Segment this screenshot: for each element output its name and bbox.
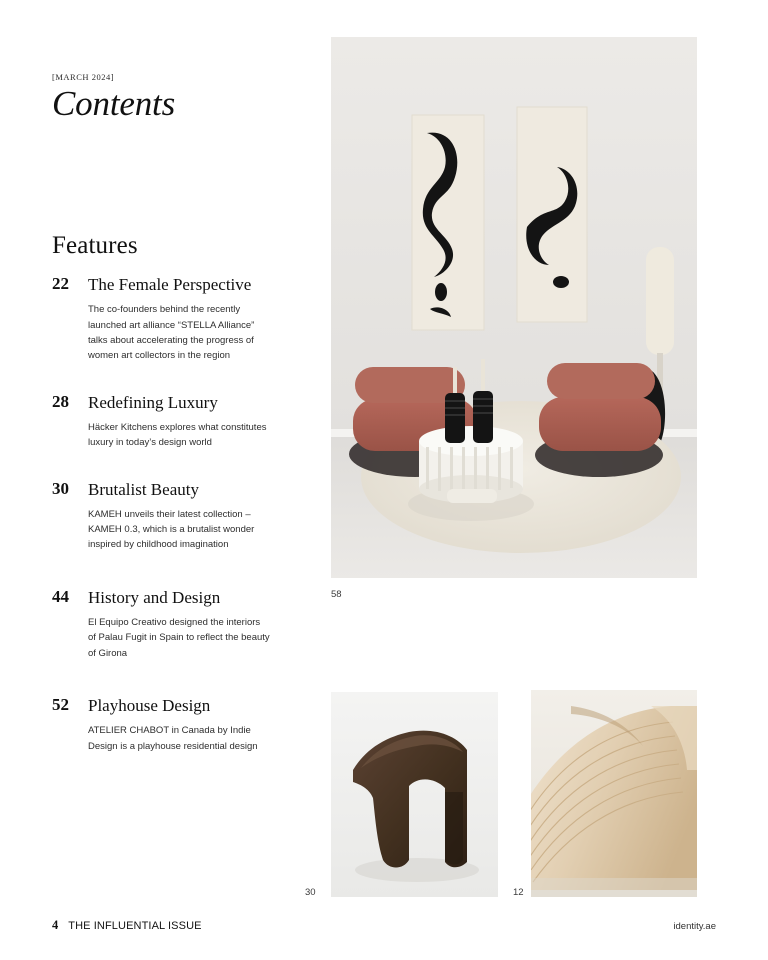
list-item[interactable] [52, 585, 304, 661]
toc-page-number: 30 [52, 478, 69, 498]
footer-issue-name: THE INFLUENTIAL ISSUE [68, 920, 202, 932]
toc-entry-body [88, 585, 304, 661]
list-item[interactable] [52, 477, 304, 553]
page-footer [52, 918, 716, 933]
features-heading: Features [52, 232, 138, 259]
list-item[interactable] [52, 390, 304, 451]
list-item[interactable] [52, 272, 304, 364]
footer-website: identity.ae [673, 921, 716, 932]
toc-entry-description: Häcker Kitchens explores what constitutes luxury in today’s design world [88, 421, 267, 449]
toc-entry-body [88, 390, 304, 451]
curved-wood-furniture-illustration [531, 690, 697, 897]
page-header [52, 72, 302, 123]
toc-entry-title: Playhouse Design [88, 696, 211, 716]
brutalist-sculpture-illustration [331, 692, 498, 897]
toc-entry-description: ATELIER CHABOT in Canada by Indie Design is a playhouse residential design [88, 725, 258, 752]
toc-page-number: 28 [52, 391, 69, 411]
toc-entry-title: The Female Perspective [88, 275, 252, 294]
footer-left-group [52, 918, 202, 933]
table-of-contents [52, 272, 304, 780]
toc-entry-description: KAMEH unveils their latest collection – KAMEH 0.3, which is a brutalist wonder inspired by childhood imagination [88, 508, 255, 551]
secondary-left-caption: 30 [305, 887, 316, 898]
toc-entry-body [88, 477, 304, 553]
living-room-interior-illustration [331, 37, 697, 578]
list-item[interactable] [52, 693, 304, 754]
toc-entry-title: History and Design [88, 587, 221, 607]
issue-date: [MARCH 2024] [52, 72, 115, 82]
page-title: Contents [52, 84, 176, 123]
toc-entry-title: Brutalist Beauty [88, 479, 199, 499]
toc-entry-body [88, 272, 304, 364]
secondary-right-caption: 12 [513, 887, 524, 898]
toc-entry-description: The co-founders behind the recently launched art alliance “STELLA Alliance” talks about accelerating the progress of women art collectors in the region [88, 304, 255, 362]
secondary-image-left [331, 692, 498, 897]
toc-page-number: 22 [52, 274, 69, 293]
main-image-caption: 58 [331, 589, 342, 600]
toc-page-number: 44 [52, 586, 69, 606]
toc-entry-description: El Equipo Creativo designed the interiors of Palau Fugit in Spain to reflect the beauty of Girona [88, 617, 270, 659]
secondary-image-right [531, 690, 697, 897]
toc-entry-title: Redefining Luxury [88, 392, 218, 412]
main-feature-image [331, 37, 697, 578]
toc-page-number: 52 [52, 695, 69, 715]
footer-page-number: 4 [52, 918, 59, 932]
toc-entry-body [88, 693, 304, 754]
